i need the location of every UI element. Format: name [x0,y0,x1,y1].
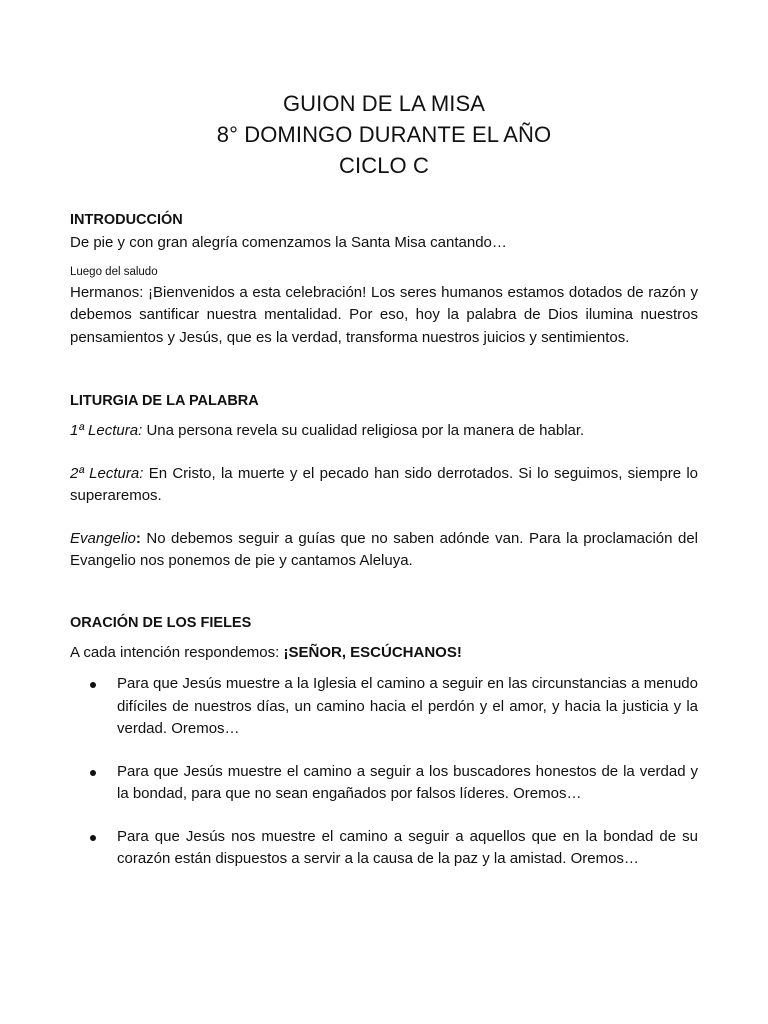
document-page [70,88,698,871]
response-text: ¡SEÑOR, ESCÚCHANOS! [283,643,462,661]
response-intro: A cada intención respondemos: [70,643,280,661]
response-line [70,642,698,665]
lectura-1-label: 1ª Lectura: [70,422,143,439]
lectura-2-text: En Cristo, la muerte y el pecado han sido derrotados. Si lo seguimos, siempre lo superaremos. [70,464,698,504]
heading-oracion: ORACIÓN DE LOS FIELES [70,614,252,631]
bullet-icon [90,682,96,688]
intention-text: Para que Jesús muestre a la Iglesia el camino a seguir en las circunstancias a menudo difíciles de nuestros días, un camino hacia el perdón y el amor, y hacia la justicia y la verdad. Oremos… [117,675,698,737]
list-item [70,673,698,741]
intention-text: Para que Jesús muestre el camino a seguir a los buscadores honestos de la verdad y la bondad, para que no sean engañados por falsos líderes. Oremos… [117,762,698,802]
bullet-icon [90,770,96,776]
title-line-2: 8° DOMINGO DURANTE EL AÑO [216,122,552,147]
evangelio-text: No debemos seguir a guías que no saben adónde van. Para la proclamación del Evangelio nos ponemos de pie y cantamos Aleluya. [70,529,698,569]
bullet-icon [90,835,96,841]
title-line-1: GUION DE LA MISA [282,91,486,116]
intentions-list [70,673,698,871]
intro-text: De pie y con gran alegría comenzamos la Santa Misa cantando… [70,234,507,251]
lectura-2 [70,463,698,508]
list-item [70,761,698,806]
lectura-1 [70,420,698,443]
after-greeting-note: Luego del saludo [70,265,158,278]
list-item [70,826,698,871]
lectura-1-text: Una persona revela su cualidad religiosa por la manera de hablar. [146,422,585,439]
lectura-2-label: 2ª Lectura: [70,464,144,482]
intention-text: Para que Jesús nos muestre el camino a seguir a aquellos que en la bondad de su corazón están dispuestos a servir a la causa de la paz y la amistad. Oremos… [117,827,698,867]
evangelio [70,528,698,573]
evangelio-colon: : [135,529,141,547]
welcome-paragraph: Hermanos: ¡Bienvenidos a esta celebración! Los seres humanos estamos dotados de razón y debemos santificar nuestra mentalidad. Por eso, hoy la palabra de Dios ilumina nuestros pensamientos y Jesús, que es la verdad, transforma nuestros juicios y sentimientos. [70,283,698,346]
heading-liturgia: LITURGIA DE LA PALABRA [70,393,259,409]
evangelio-label: Evangelio [70,529,136,547]
title-line-3: CICLO C [339,153,429,178]
document-title [70,88,698,181]
heading-introduccion: INTRODUCCIÓN [70,212,183,228]
